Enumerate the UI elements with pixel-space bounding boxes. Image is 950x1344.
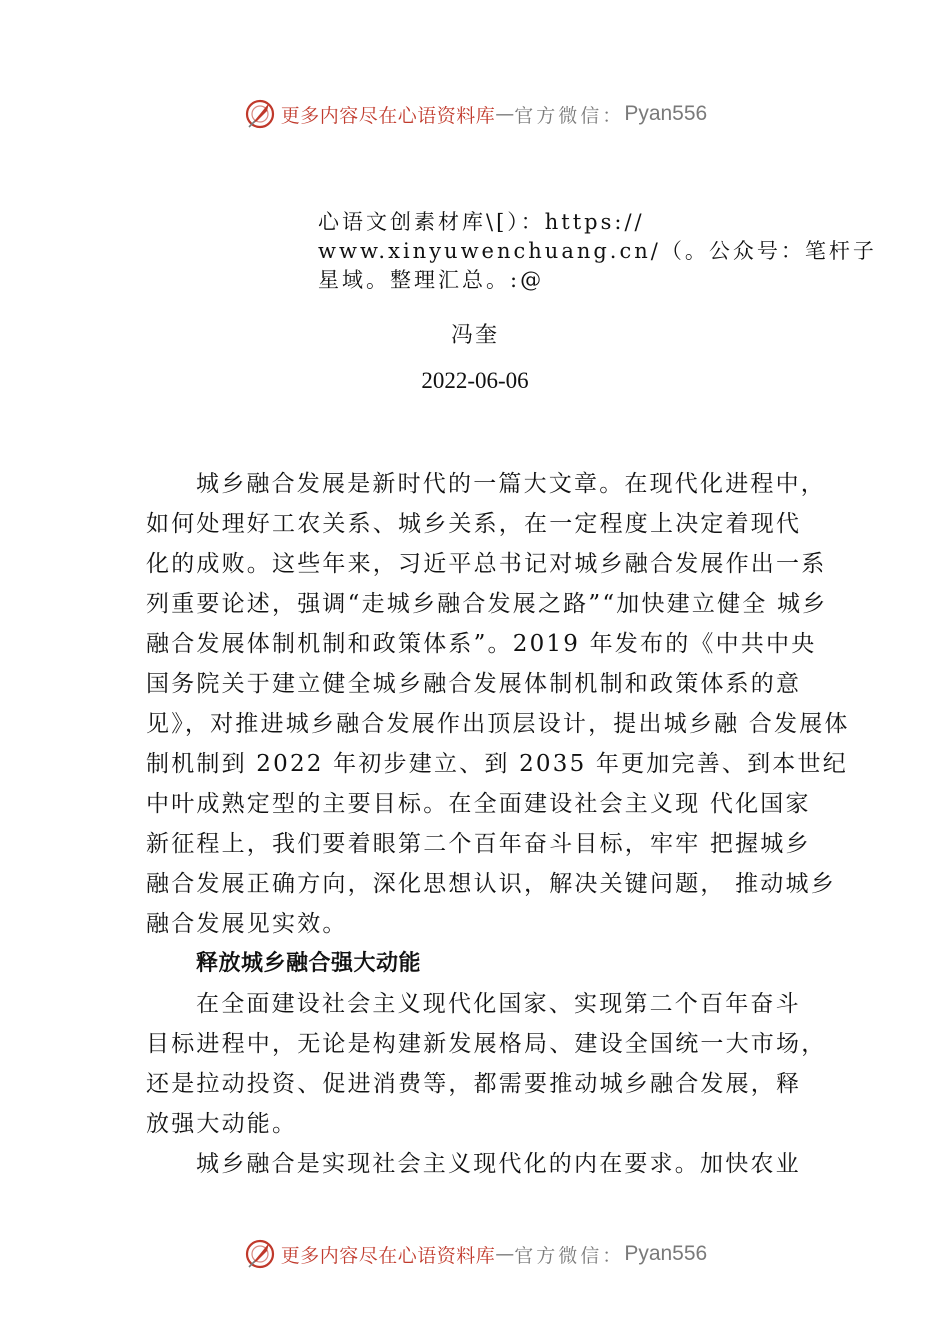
paragraph-line: 制机制到 2022 年初步建立、到 2035 年更加完善、到本世纪 (146, 751, 848, 777)
banner-wechat-label: 官方微信： (514, 104, 625, 127)
paragraph-line: 融合发展正确方向，深化思想认识，解决关键问题， 推动城乡 (146, 871, 836, 897)
source-line: www.xinyuwenchuang.cn/（。公众号：笔杆子 (318, 239, 877, 263)
footer-watermark-banner (0, 1234, 950, 1274)
paragraph-line: 如何处理好工农关系、城乡关系，在一定程度上决定着现代 (146, 511, 802, 537)
paragraph-line: 化的成败。这些年来，习近平总书记对城乡融合发展作出一系 (146, 551, 827, 577)
banner-main-text: 更多内容尽在心语资料库 (280, 104, 496, 127)
paragraph-line: 融合发展见实效。 (146, 911, 348, 937)
banner-dash: — (495, 1243, 515, 1265)
paragraph-line: 新征程上，我们要着眼第二个百年奋斗目标，牢牢 把握城乡 (146, 831, 811, 857)
paragraph-line: 列重要论述，强调“走城乡融合发展之路”“加快建立健全 城乡 (146, 591, 828, 617)
paragraph-line: 在全面建设社会主义现代化国家、实现第二个百年奋斗 (196, 991, 801, 1017)
banner-wechat-id: Pyan556 (624, 102, 708, 125)
paragraph-line: 放强大动能。 (146, 1111, 298, 1137)
publish-date: 2022-06-06 (421, 368, 529, 393)
source-line: 心语文创素材库\[）：https:// (318, 210, 645, 234)
author-name: 冯奎 (450, 323, 499, 348)
banner-wechat-id: Pyan556 (624, 1242, 708, 1265)
header-watermark-banner (0, 94, 950, 134)
banner-main-text: 更多内容尽在心语资料库 (280, 1244, 496, 1267)
paragraph-line: 国务院关于建立健全城乡融合发展体制机制和政策体系的意 (146, 671, 802, 697)
quill-logo-icon (243, 97, 277, 131)
source-notice (318, 208, 877, 295)
paragraph-line: 目标进程中，无论是构建新发展格局、建设全国统一大市场， (146, 1031, 827, 1057)
paragraph-line: 见》，对推进城乡融合发展作出顶层设计，提出城乡融 合发展体 (146, 711, 850, 737)
source-line: 星域。整理汇总。:@ (318, 268, 545, 292)
paragraph-line: 融合发展体制机制和政策体系”。2019 年发布的《中共中央 (146, 631, 817, 657)
quill-logo-icon (243, 1237, 277, 1271)
banner-wechat-label: 官方微信： (514, 1244, 625, 1267)
paragraph-line: 城乡融合发展是新时代的一篇大文章。在现代化进程中， (196, 471, 826, 497)
article-body (146, 464, 850, 1184)
banner-dash: — (495, 103, 515, 125)
section-heading: 释放城乡融合强大动能 (196, 951, 422, 976)
paragraph-line: 中叶成熟定型的主要目标。在全面建设社会主义现 代化国家 (146, 791, 811, 817)
paragraph-line: 城乡融合是实现社会主义现代化的内在要求。加快农业 (196, 1151, 801, 1177)
paragraph-line: 还是拉动投资、促进消费等，都需要推动城乡融合发展，释 (146, 1071, 802, 1097)
